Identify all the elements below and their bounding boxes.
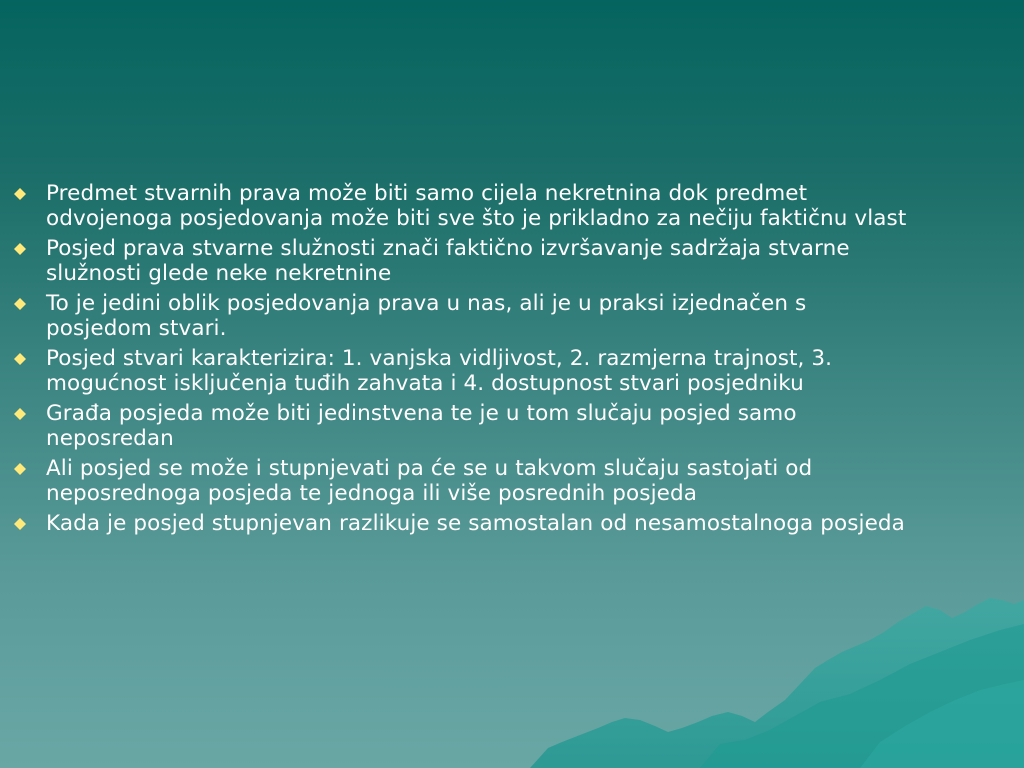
bullet-text: Posjed stvari karakterizira: 1. vanjska vidljivost, 2. razmjerna trajnost, 3. mogućnost isključenja tuđih zahvata i 4. dostupnost stvari posjedniku bbox=[46, 346, 833, 396]
bullet-text: Predmet stvarnih prava može biti samo cijela nekretnina dok predmet odvojenoga posjedovanja može biti sve što je prikladno za nečiju faktičnu vlast bbox=[46, 181, 907, 231]
bullet-text: Ali posjed se može i stupnjevati pa će se u takvom slučaju sastojati od neposrednoga posjeda te jednoga ili više posrednih posjeda bbox=[46, 456, 813, 506]
bullet-text: To je jedini oblik posjedovanja prava u nas, ali je u praksi izjednačen s posjedom stvari. bbox=[46, 291, 807, 341]
bullet-text: Posjed prava stvarne služnosti znači faktično izvršavanje sadržaja stvarne služnosti glede neke nekretnine bbox=[46, 236, 850, 286]
bullet-text: Kada je posjed stupnjevan razlikuje se samostalan od nesamostalnoga posjeda bbox=[46, 511, 905, 536]
bullet-text: Građa posjeda može biti jedinstvena te je u tom slučaju posjed samo neposredan bbox=[46, 401, 797, 451]
diamond-bullet-icon bbox=[14, 408, 26, 420]
list-item bbox=[12, 291, 912, 341]
diamond-bullet-icon bbox=[14, 298, 26, 310]
list-item bbox=[12, 456, 912, 506]
diamond-bullet-icon bbox=[14, 188, 26, 200]
diamond-bullet-icon bbox=[14, 518, 26, 530]
list-item bbox=[12, 236, 912, 286]
list-item bbox=[12, 401, 912, 451]
list-item bbox=[12, 181, 912, 231]
diamond-bullet-icon bbox=[14, 243, 26, 255]
diamond-bullet-icon bbox=[14, 463, 26, 475]
diamond-bullet-icon bbox=[14, 353, 26, 365]
list-item bbox=[12, 346, 912, 396]
list-item bbox=[12, 511, 912, 536]
bullet-list bbox=[12, 181, 912, 541]
